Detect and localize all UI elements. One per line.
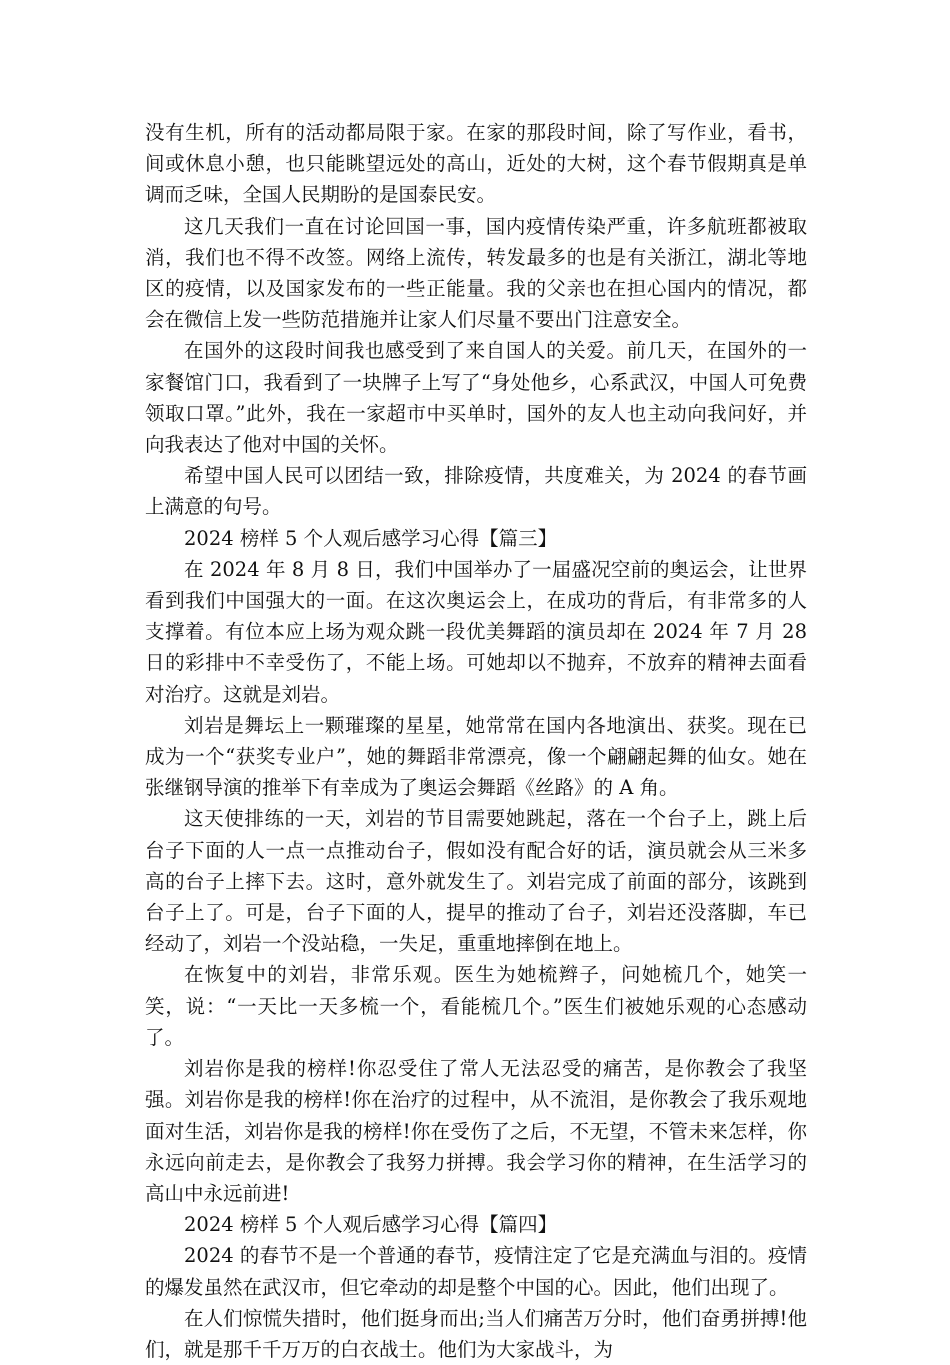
paragraph: 这几天我们一直在讨论回国一事，国内疫情传染严重，许多航班都被取消，我们也不得不改签。网络上流传，转发最多的也是有关浙江，湖北等地区的疫情，以及国家发布的一些正能量。我的父亲也在担心国内的情况，都会在微信上发一些防范措施并让家人们尽量不要出门注意安全。 bbox=[145, 214, 807, 332]
section-heading: 2024 榜样 5 个人观后感学习心得【篇四】 bbox=[184, 1213, 558, 1237]
paragraph: 刘岩是舞坛上一颗璀璨的星星，她常常在国内各地演出、获奖。现在已成为一个“获奖专业户”，她的舞蹈非常漂亮，像一个翩翩起舞的仙女。她在张继钢导演的推举下有幸成为了奥运会舞蹈《丝路》的 A 角。 bbox=[145, 713, 807, 800]
paragraph: 在恢复中的刘岩，非常乐观。医生为她梳辫子，问她梳几个，她笑一笑，说：“一天比一天多梳一个，看能梳几个。”医生们被她乐观的心态感动了。 bbox=[145, 963, 807, 1049]
paragraph: 2024 的春节不是一个普通的春节，疫情注定了它是充满血与泪的。疫情的爆发虽然在武汉市，但它牵动的却是整个中国的心。因此，他们出现了。 bbox=[145, 1244, 807, 1299]
paragraph: 在 2024 年 8 月 8 日，我们中国举办了一届盛况空前的奥运会，让世界看到我们中国强大的一面。在这次奥运会上，在成功的背后，有非常多的人支撑着。有位本应上场为观众跳一段优美舞蹈的演员却在 2024 年 7 月 28 日的彩排中不幸受伤了，不能上场。可她却以不抛弃，不放弃的精神去面看对治疗。这就是刘岩。 bbox=[145, 557, 807, 706]
paragraph: 刘岩你是我的榜样!你忍受住了常人无法忍受的痛苦，是你教会了我坚强。刘岩你是我的榜样!你在治疗的过程中，从不流泪，是你教会了我乐观地面对生活，刘岩你是我的榜样!你在受伤了之后，不无望，不管未来怎样，你永远向前走去，是你教会了我努力拼搏。我会学习你的精神，在生活学习的高山中永远前进! bbox=[145, 1057, 807, 1205]
paragraph: 在国外的这段时间我也感受到了来自国人的关爱。前几天，在国外的一家餐馆门口，我看到了一块牌子上写了“身处他乡，心系武汉，中国人可免费领取口罩。”此外，我在一家超市中买单时，国外的友人也主动向我问好，并向我表达了他对中国的关怀。 bbox=[145, 339, 807, 457]
paragraph: 在人们惊慌失措时，他们挺身而出;当人们痛苦万分时，他们奋勇拼搏!他们，就是那千千万万的白衣战士。他们为大家战斗，为 bbox=[145, 1306, 807, 1361]
paragraph: 希望中国人民可以团结一致，排除疫情，共度难关，为 2024 的春节画上满意的句号。 bbox=[145, 464, 807, 519]
document-body bbox=[145, 117, 807, 1365]
section-heading: 2024 榜样 5 个人观后感学习心得【篇三】 bbox=[184, 526, 558, 550]
paragraph: 这天使排练的一天，刘岩的节目需要她跳起，落在一个台子上，跳上后台子下面的人一点一点推动台子，假如没有配合好的话，演员就会从三米多高的台子上摔下去。这时，意外就发生了。刘岩完成了前面的部分，该跳到台子上了。可是，台子下面的人，提早的推动了台子，刘岩还没落脚，车已经动了，刘岩一个没站稳，一失足，重重地摔倒在地上。 bbox=[145, 807, 807, 956]
paragraph: 没有生机，所有的活动都局限于家。在家的那段时间，除了写作业，看书，间或休息小憩，也只能眺望远处的高山，近处的大树，这个春节假期真是单调而乏味，全国人民期盼的是国泰民安。 bbox=[145, 121, 807, 207]
